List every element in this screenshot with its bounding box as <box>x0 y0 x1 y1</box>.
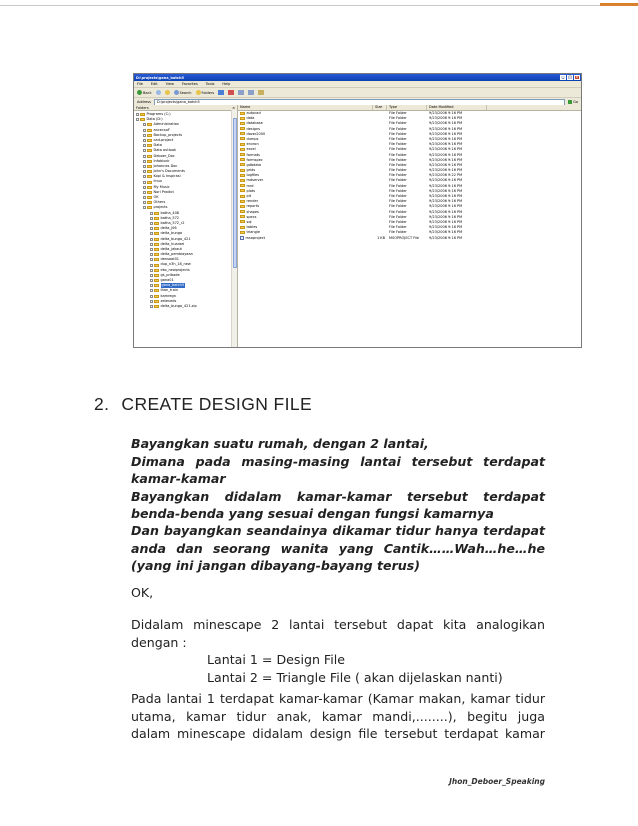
tree-node-label: gana_batch5 <box>161 283 185 288</box>
file-name: mrd <box>246 183 254 188</box>
expand-icon[interactable] <box>150 222 153 225</box>
folder-icon <box>240 137 245 140</box>
file-date: 9/23/2006 9:16 PM <box>429 142 463 147</box>
folder-icon <box>154 264 159 267</box>
folder-icon <box>240 132 245 135</box>
expand-icon[interactable] <box>150 274 153 277</box>
folder-icon <box>147 123 152 126</box>
copy-icon[interactable] <box>238 90 244 95</box>
file-date: 9/23/2006 9:16 PM <box>429 162 463 167</box>
file-type: File Folder <box>389 230 407 235</box>
file-size: 1 KB <box>376 235 385 240</box>
expand-icon[interactable] <box>143 170 146 173</box>
folder-icon <box>147 175 152 178</box>
tree-node-label: cad-project <box>153 137 174 142</box>
paragraph-house-analogy <box>131 435 545 523</box>
folder-icon <box>147 149 152 152</box>
paragraph-rooms <box>131 690 545 743</box>
folder-icon <box>240 231 245 234</box>
folder-icon <box>147 186 152 189</box>
expand-icon[interactable] <box>150 248 153 251</box>
folder-icon <box>154 232 159 235</box>
document-icon <box>240 236 244 240</box>
text-line: Bayangkan suatu rumah, dengan 2 lantai, <box>131 436 429 451</box>
file-row[interactable] <box>238 236 581 241</box>
section-title: CREATE DESIGN FILE <box>121 394 313 414</box>
text-line: dalam minescape didalam design file tersebut terdapat kamar <box>131 726 545 741</box>
file-name: excel <box>246 147 256 152</box>
folder-icon <box>240 184 245 187</box>
menu-view[interactable]: View <box>165 82 174 86</box>
expand-icon[interactable] <box>150 300 153 303</box>
folder-icon <box>240 163 245 166</box>
folder-icon <box>147 139 152 142</box>
page-footer: Jhon_Deboer_Speaking <box>449 777 545 786</box>
file-type: File Folder <box>389 152 407 157</box>
file-name: envron <box>246 142 259 147</box>
tree-node-label: dup_n3h_18_new <box>160 262 191 267</box>
column-type[interactable]: Type <box>387 105 427 110</box>
expand-icon[interactable] <box>143 129 146 132</box>
explorer-menubar <box>134 81 581 88</box>
file-type: File Folder <box>389 214 407 219</box>
expand-icon[interactable] <box>150 305 153 308</box>
undo-icon[interactable] <box>258 90 264 95</box>
floor-2-mapping: Lantai 2 = Triangle File ( akan dijelaskan nanti) <box>207 669 503 685</box>
expand-icon[interactable] <box>150 269 153 272</box>
file-date: 9/23/2006 9:16 PM <box>429 111 463 115</box>
file-list <box>238 111 581 241</box>
tree-node-label: delta_pembiayaan <box>160 252 193 257</box>
paragraph-minescape-analogy <box>131 616 545 686</box>
folder-icon <box>240 169 245 172</box>
folder-icon <box>154 305 159 308</box>
address-label: Address <box>137 100 151 104</box>
folder-icon <box>147 155 152 158</box>
tree-node-label: gana01 <box>160 278 174 282</box>
close-icon[interactable]: × <box>575 75 579 79</box>
folder-icon <box>147 206 152 209</box>
file-name: formats <box>246 152 261 157</box>
folder-icon <box>147 129 152 132</box>
folder-icon <box>147 196 152 199</box>
back-button[interactable] <box>137 90 152 95</box>
file-type: File Folder <box>389 131 407 136</box>
menu-favorites[interactable]: Favorites <box>181 82 198 86</box>
folder-icon <box>240 127 245 130</box>
search-button[interactable] <box>174 90 192 95</box>
folder-icon <box>240 210 245 213</box>
folder-icon <box>154 279 159 282</box>
back-label: Back <box>143 90 152 95</box>
files-pane <box>238 105 581 347</box>
folder-icon <box>147 191 152 194</box>
tree-node-label: Backup_projects <box>153 132 183 137</box>
file-name: database <box>246 121 263 126</box>
file-name: tables <box>246 225 258 230</box>
folder-icon <box>147 181 152 184</box>
expand-icon[interactable] <box>150 227 153 230</box>
text-line: Didalam minescape 2 lantai tersebut dapat kita analogikan <box>131 617 545 632</box>
text-line: (yang ini jangan dibayang-bayang terus) <box>131 558 421 573</box>
expand-icon[interactable] <box>150 279 153 282</box>
tree-node-label: delta_bungo_421.zip <box>160 303 197 308</box>
file-type: File Folder <box>389 194 407 198</box>
column-name[interactable]: Name <box>238 105 373 110</box>
minimize-icon[interactable]: _ <box>560 75 566 80</box>
file-type: File Folder <box>389 121 407 126</box>
text-line: Dan bayangkan seandainya dikamar tidur hanya terdapat <box>131 523 545 538</box>
file-name: msoproject <box>245 235 266 240</box>
file-type: File Folder <box>389 168 407 173</box>
folder-icon <box>154 243 159 246</box>
tree-node-label: ancecsoF <box>153 127 170 132</box>
tree-node-label: delta_j06 <box>160 226 177 231</box>
folder-icon <box>154 227 159 230</box>
file-type: File Folder <box>389 157 407 162</box>
folder-icon <box>154 258 159 261</box>
tree-node-label: linux <box>153 179 162 184</box>
tree-node-label: batha_572_r2 <box>160 220 185 225</box>
expand-icon[interactable] <box>150 238 153 241</box>
file-name: reports <box>246 204 260 209</box>
text-line: benda-benda yang sesuai dengan fungsi kamarnya <box>131 506 494 521</box>
file-name: triangle <box>246 230 260 235</box>
tree-node-label: OK <box>153 195 159 199</box>
header-rule-accent <box>600 3 638 6</box>
tree-node-label: delta_bungo <box>160 231 183 236</box>
expand-icon[interactable] <box>143 139 146 142</box>
expand-icon[interactable] <box>150 258 153 261</box>
folder-icon <box>154 295 159 298</box>
go-label: Go <box>573 100 578 104</box>
folders-icon <box>196 90 201 95</box>
file-date: 9/23/2006 9:16 PM <box>429 235 463 240</box>
file-date: 9/23/2006 9:16 PM <box>429 126 463 131</box>
file-date: 9/23/2006 9:16 PM <box>429 204 463 209</box>
folder-icon <box>147 170 152 173</box>
text-line: Dimana pada masing-masing lantai tersebut terdapat <box>131 453 545 469</box>
folder-icon <box>240 205 245 208</box>
tree-node-label: Deboer_Doc <box>153 153 175 158</box>
expand-icon[interactable] <box>150 289 153 292</box>
folder-icon <box>154 269 159 272</box>
expand-icon[interactable] <box>143 196 146 199</box>
folder-icon <box>140 113 145 116</box>
file-date: 9/23/2006 9:16 PM <box>429 121 463 126</box>
file-date: 9/23/2006 9:16 PM <box>429 209 463 214</box>
views-icon[interactable] <box>218 90 224 95</box>
file-name: specs <box>246 214 257 219</box>
menu-help[interactable]: Help <box>222 82 231 86</box>
move-icon[interactable] <box>248 90 254 95</box>
tree-node-label: batha_408 <box>160 210 180 215</box>
file-date: 9/23/2006 9:16 PM <box>429 116 463 121</box>
folder-icon <box>240 200 245 203</box>
file-type: File Folder <box>389 162 407 167</box>
tree-node[interactable] <box>134 304 237 309</box>
explorer-screenshot <box>133 73 582 348</box>
explorer-title: D:\projects\gana_batch5 <box>136 75 184 80</box>
expand-icon[interactable] <box>143 165 146 168</box>
file-date: 9/23/2006 9:16 PM <box>429 168 463 173</box>
expand-icon[interactable] <box>143 175 146 178</box>
go-button[interactable] <box>568 100 578 104</box>
folder-icon <box>154 289 159 292</box>
file-date: 9/23/2006 9:16 PM <box>429 152 463 157</box>
address-value: D:\projects\gana_batch5 <box>156 100 200 104</box>
expand-icon[interactable] <box>136 118 139 121</box>
file-name: logfiles <box>246 173 259 178</box>
folder-icon <box>240 195 245 198</box>
forward-arrow-icon[interactable] <box>156 90 161 95</box>
header-rule <box>0 0 638 10</box>
folder-icon <box>240 112 245 115</box>
tree-node-label: Nori Prodict <box>153 189 174 194</box>
tree-node-label: delta_jakaut <box>160 246 182 251</box>
file-name: mdserver <box>246 178 264 183</box>
expand-icon[interactable] <box>150 253 153 256</box>
folders-pane-close-icon[interactable]: × <box>232 105 235 110</box>
folder-icon <box>240 220 245 223</box>
folder-icon <box>147 160 152 163</box>
column-size[interactable]: Size <box>373 105 387 110</box>
tree-node-label: batha_572 <box>160 215 180 220</box>
folder-icon <box>154 217 159 220</box>
folder-icon <box>154 238 159 241</box>
expand-icon[interactable] <box>150 284 153 287</box>
expand-icon[interactable] <box>150 217 153 220</box>
file-name: designs <box>246 126 260 131</box>
expand-icon[interactable] <box>136 113 139 116</box>
tree-node-label: Others <box>153 200 166 205</box>
folder-tree <box>134 111 237 309</box>
folders-scrollbar[interactable] <box>231 110 237 347</box>
folder-icon <box>154 274 159 277</box>
tree-node-label: densoat01 <box>160 257 180 262</box>
file-date: 9/23/2006 9:16 PM <box>429 183 463 188</box>
folders-button[interactable] <box>196 90 215 95</box>
file-type: File Folder <box>389 204 407 209</box>
file-date: 9/23/2006 9:16 PM <box>429 131 463 136</box>
tree-node-label: delta_bungo_421 <box>160 236 191 241</box>
file-type: File Folder <box>389 136 407 141</box>
expand-icon[interactable] <box>143 144 146 147</box>
file-date: 9/23/2006 9:16 PM <box>429 157 463 162</box>
file-name: shapes <box>246 209 259 214</box>
search-label: Search <box>179 90 192 95</box>
file-date: 9/23/2006 9:16 PM <box>429 225 463 230</box>
file-type: File Folder <box>389 147 407 152</box>
file-date: 9/23/2006 9:16 PM <box>429 199 463 204</box>
menu-file[interactable]: File <box>137 82 143 86</box>
file-date: 9/23/2006 9:16 PM <box>429 219 463 224</box>
search-icon <box>174 90 179 95</box>
file-name: plots <box>246 188 256 193</box>
tree-node-label: Infoblock <box>153 158 170 163</box>
file-date: 9/23/2006 9:16 PM <box>429 230 463 235</box>
menu-edit[interactable]: Edit <box>150 82 158 86</box>
file-date: 9/23/2006 9:16 PM <box>429 178 463 183</box>
tree-node-label: zeteveds <box>160 298 177 303</box>
text-line: dengan : <box>131 634 187 650</box>
folder-icon <box>154 212 159 215</box>
file-type: File Folder <box>389 225 407 230</box>
file-type: MSOPROJECT File <box>389 235 420 240</box>
folder-icon <box>147 201 152 204</box>
folders-pane-title: Folders <box>136 105 149 110</box>
expand-icon[interactable] <box>143 149 146 152</box>
folder-icon <box>240 143 245 146</box>
folders-pane <box>134 105 238 347</box>
folder-icon <box>240 153 245 156</box>
expand-icon[interactable] <box>150 212 153 215</box>
tree-node-label: delta_huaraei <box>160 241 185 246</box>
file-type: File Folder <box>389 178 407 183</box>
tree-node-label: John's Documents <box>153 169 185 174</box>
file-type: File Folder <box>389 188 407 193</box>
file-name: pit <box>246 194 252 198</box>
folder-icon <box>147 144 152 147</box>
tree-node-label: iltan_train <box>160 288 179 293</box>
expand-icon[interactable] <box>143 181 146 184</box>
file-type: File Folder <box>389 142 407 147</box>
folder-icon <box>147 165 152 168</box>
expand-icon[interactable] <box>143 134 146 137</box>
maximize-icon[interactable]: □ <box>568 75 572 79</box>
file-date: 9/23/2006 9:16 PM <box>429 214 463 219</box>
expand-icon[interactable] <box>143 206 146 209</box>
file-name-cell <box>238 236 373 241</box>
file-type: File Folder <box>389 116 407 121</box>
folder-icon <box>154 300 159 303</box>
text-line: anda dan seorang wanita yang Cantik……Wah…he…he <box>131 540 545 556</box>
expand-icon[interactable] <box>143 160 146 163</box>
folder-icon <box>240 117 245 120</box>
file-name: data <box>246 116 255 121</box>
file-type: File Folder <box>389 173 407 178</box>
folder-icon <box>240 122 245 125</box>
folder-icon <box>240 148 245 151</box>
file-name: dozer2000 <box>246 131 266 136</box>
expand-icon[interactable] <box>150 243 153 246</box>
explorer-toolbar <box>134 88 581 98</box>
file-name: dumps <box>246 136 259 141</box>
folder-icon <box>154 222 159 225</box>
file-date: 9/23/2006 9:22 PM <box>429 173 463 178</box>
explorer-panes <box>134 105 581 347</box>
expand-icon[interactable] <box>150 232 153 235</box>
file-date: 9/23/2006 9:16 PM <box>429 194 463 198</box>
tree-node-label: projects <box>153 205 168 210</box>
folder-icon <box>240 158 245 161</box>
file-name: gdbdata <box>246 162 262 167</box>
file-date: 9/23/2006 9:16 PM <box>429 136 463 141</box>
back-arrow-icon <box>137 90 142 95</box>
tree-node-label: Programs (C:) <box>146 112 171 116</box>
folder-icon <box>240 226 245 229</box>
file-name: autocad <box>246 111 261 115</box>
floor-1-mapping: Lantai 1 = Design File <box>207 652 346 667</box>
folder-icon <box>147 134 152 137</box>
tree-node-label: Data (D:) <box>146 117 163 122</box>
text-line: kamar-kamar <box>131 471 226 486</box>
file-type: File Folder <box>389 209 407 214</box>
expand-icon[interactable] <box>143 201 146 204</box>
expand-icon[interactable] <box>143 155 146 158</box>
menu-tools[interactable]: Tools <box>205 82 215 86</box>
file-type: File Folder <box>389 111 407 115</box>
explorer-titlebar <box>134 74 581 81</box>
folder-icon <box>240 215 245 218</box>
section-heading <box>94 394 312 415</box>
up-folder-icon[interactable] <box>165 90 170 95</box>
folder-icon <box>240 174 245 177</box>
tree-node-label: kamregn <box>160 293 176 298</box>
file-name: formspec <box>246 157 263 162</box>
file-date: 9/23/2006 9:16 PM <box>429 147 463 152</box>
file-name: sql <box>246 219 252 224</box>
file-type: File Folder <box>389 199 407 204</box>
tree-node-label: Data <box>153 143 162 148</box>
text-line: utama, kamar tidur anak, kamar mandi,........), begitu juga <box>131 708 545 724</box>
tree-node-label: Johannes Doc <box>153 163 178 168</box>
file-type: File Folder <box>389 126 407 131</box>
folder-icon <box>154 253 159 256</box>
section-number: 2. <box>94 394 110 414</box>
tree-node-label: Administration <box>153 122 180 127</box>
file-name: render <box>246 199 259 204</box>
tree-node-label: My Music <box>153 184 170 189</box>
expand-icon[interactable] <box>143 123 146 126</box>
tree-node-label: gs_pribade <box>160 272 180 277</box>
folders-label: Folders <box>201 90 215 95</box>
tree-node-label: eko_newprojects <box>160 267 190 272</box>
folder-icon <box>240 189 245 192</box>
folder-icon <box>154 284 159 287</box>
tree-node-label: Kopi & Inspirasi <box>153 174 181 179</box>
folder-icon <box>154 248 159 251</box>
tree-node-label: Data outlook <box>153 148 176 153</box>
file-name: grids <box>246 168 256 173</box>
go-arrow-icon <box>568 100 572 104</box>
expand-icon[interactable] <box>150 295 153 298</box>
file-type: File Folder <box>389 219 407 224</box>
folder-icon <box>240 179 245 182</box>
file-date: 9/23/2006 9:16 PM <box>429 188 463 193</box>
file-type: File Folder <box>389 183 407 188</box>
text-line: Bayangkan didalam kamar-kamar tersebut terdapat <box>131 488 545 504</box>
paragraph-bedroom <box>131 522 545 575</box>
folders-scrollbar-thumb[interactable] <box>233 118 237 268</box>
text-line: Pada lantai 1 terdapat kamar-kamar (Kamar makan, kamar tidur <box>131 691 545 706</box>
expand-icon[interactable] <box>150 264 153 267</box>
column-date-modified[interactable]: Date Modified <box>427 105 487 110</box>
folder-icon <box>140 118 145 121</box>
paragraph-ok <box>131 584 545 602</box>
expand-icon[interactable] <box>143 186 146 189</box>
delete-icon[interactable] <box>228 90 234 95</box>
expand-icon[interactable] <box>143 191 146 194</box>
text-line: OK, <box>131 585 154 600</box>
header-rule-grey <box>0 5 600 6</box>
